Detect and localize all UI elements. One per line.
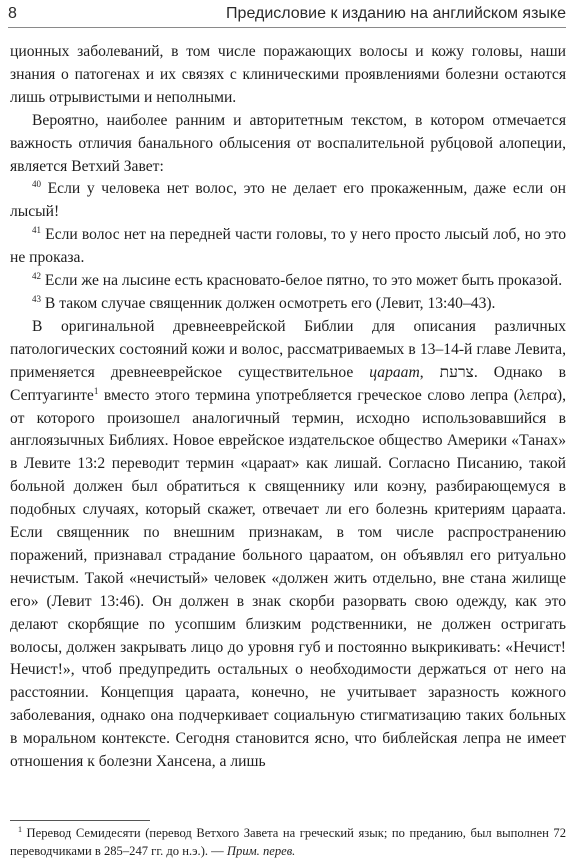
verse-43 xyxy=(10,293,566,316)
footnote-text: Перевод Семидесяти (перевод Ветхого Завета на греческий язык; по преданию, был выполнен 72 переводчиками в 285–247 гг. до н.э.). — xyxy=(10,826,566,858)
paragraph-continuation xyxy=(10,41,566,110)
verse-text: Если у человека нет волос, это не делает его прокаженным, даже если он лысый! xyxy=(10,180,566,221)
verse-number: 40 xyxy=(32,179,41,190)
verse-number: 41 xyxy=(32,225,41,236)
paragraph-intro xyxy=(10,110,566,179)
verse-text: В таком случае священник должен осмотреть его (Левит, 13:40–43). xyxy=(41,294,496,312)
verse-41 xyxy=(10,224,566,270)
footnote xyxy=(10,825,566,860)
footnote-reference[interactable]: 1 xyxy=(93,385,99,396)
verse-text: Если волос нет на передней части головы, то у него просто лысый лоб, но это не проказа. xyxy=(10,226,566,267)
page-header xyxy=(8,5,566,27)
paragraph-tsaraat xyxy=(10,316,566,774)
footnote-mark: 1 xyxy=(18,824,22,834)
running-title: Предисловие к изданию на английском языке xyxy=(226,5,566,22)
paragraph-text: ционных заболеваний, в том числе поражающих волосы и кожу головы, наши знания о патогенах и их связях с клиническими проявлениями болезни остаются лишь отрывистыми и неполными. xyxy=(10,43,566,106)
header-divider xyxy=(8,27,566,28)
verse-number: 42 xyxy=(32,270,41,281)
paragraph-text: Вероятно, наиболее ранним и авторитетным текстом, в котором отмечается важность отличия банального облысения от воспалительной рубцовой алопеции, является Ветхий Завет: xyxy=(10,111,566,175)
italic-term: цараат xyxy=(369,363,420,381)
main-text xyxy=(10,41,566,774)
verse-42 xyxy=(10,270,566,293)
footnote-divider xyxy=(10,820,150,821)
paragraph-text: В оригинальной древнееврейской Библии для описания различных патологических состояний кожи и волос, рассматриваемых в 13–14-й главе Левита, применяется древнееврейское существительное xyxy=(10,317,566,381)
paragraph-text: , צרעת. Однако в Септуагинте xyxy=(10,363,566,404)
paragraph-text: вместо этого термина употребляется греческое слово лепра (λεπρα), от которого произошел аналогичный термин, исходно использовавшийся в англоязычных Библиях. Новое еврейское издательское общество Америки «Танах» в Левите 13:2 переводит термин «цараат» как лишай. Согласно Писанию, такой больной должен был обратиться к священнику или коэну, разбирающемуся в подобных случаях, который скажет, отвечает ли его болезнь критериям цараата. Если священник по внешним признакам, в том числе распространению поражений, признавал страдание больного цараатом, он объявлял его ритуально нечистым. Такой «нечистый» человек «должен жить отдельно, вне стана жилище его» (Левит 13:46). Он должен в знак скорби разорвать свою одежду, как это делают скорбящие по усопшим близким родственники, не должен остригать волосы, должен закрывать лицо до уровня губ и постоянно выкрикивать: «Нечист! Нечист!», чтоб предупредить остальных о необходимости держаться от него на расстоянии. Концепция цараата, конечно, не учитывает заразность кожного заболевания, однако она подчеркивает социальную стигматизацию таких больных в моральном контексте. Сегодня становится ясно, что библейская лепра не имеет отношения к болезни Хансена, а лишь xyxy=(10,386,566,771)
verse-40 xyxy=(10,178,566,224)
verse-number: 43 xyxy=(32,293,41,304)
footnote-italic: Прим. перев. xyxy=(226,843,296,858)
page-number: 8 xyxy=(8,5,17,22)
verse-text: Если же на лысине есть красновато-белое пятно, то это может быть проказой. xyxy=(41,272,563,290)
